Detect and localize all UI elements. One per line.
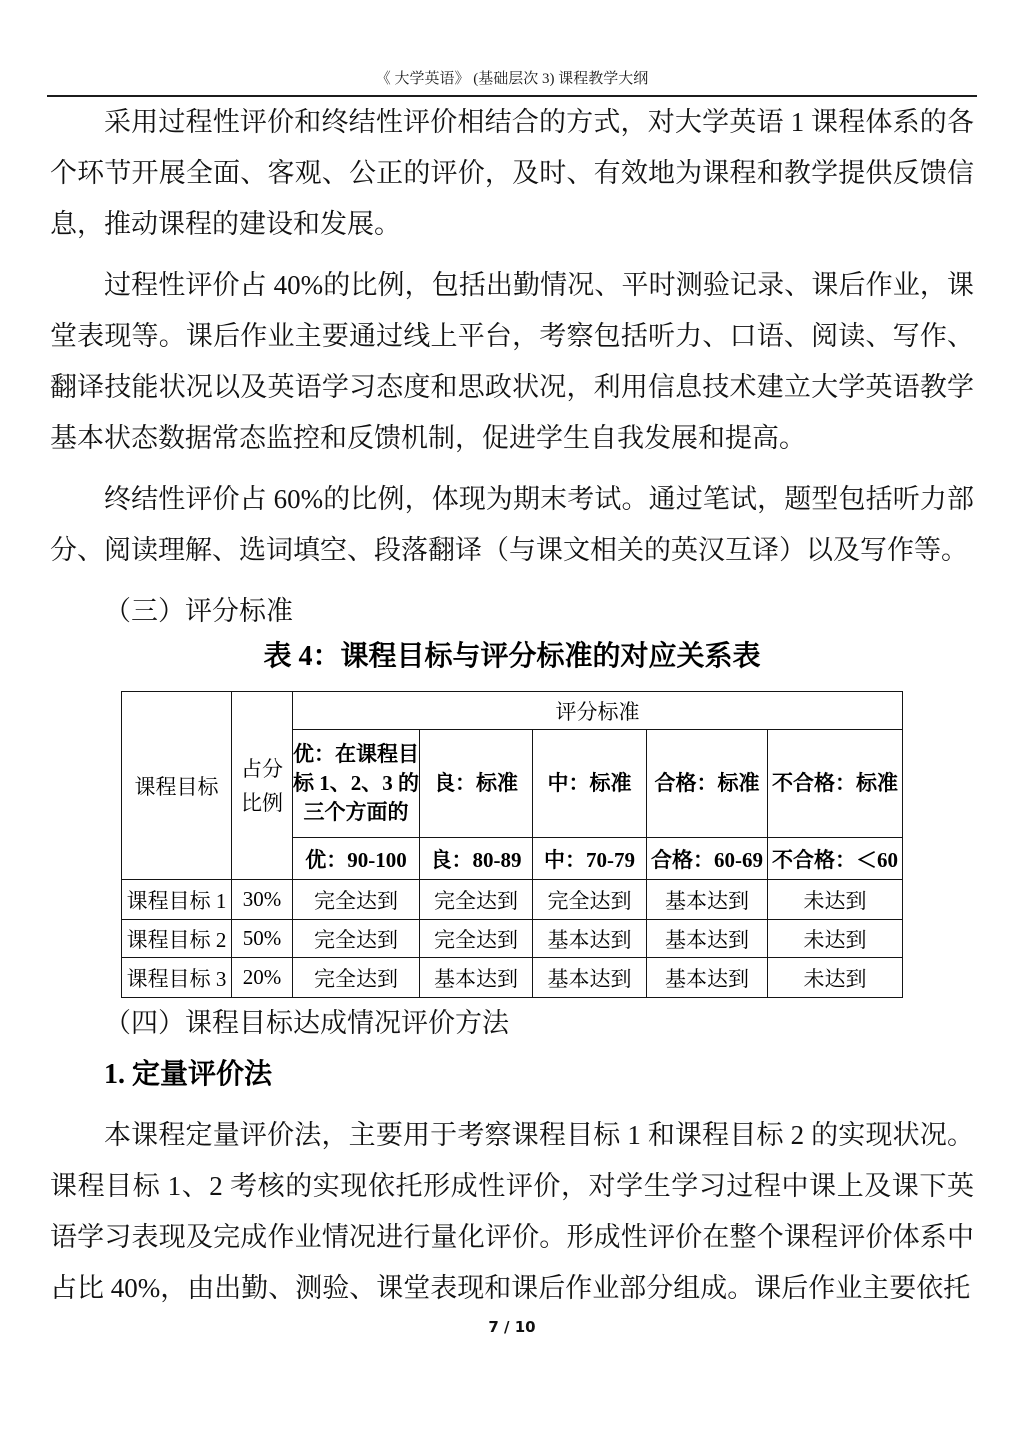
goal-1-fail: 未达到 [768,880,903,920]
section-heading-3: （三）评分标准 [104,596,293,626]
table-header-range-fail: 不合格：＜60 [768,838,903,880]
section-heading-4: （四）课程目标达成情况评价方法 [104,1008,509,1038]
table-header-level-fail: 不合格：标准 [768,730,903,838]
table-header-course-goal: 课程目标 [122,692,232,880]
table-row [122,880,903,920]
table-header-score-percentage: 占分比例 [232,692,293,880]
paragraph-3: 终结性评价占 60%的比例，体现为期末考试。通过笔试，题型包括听力部分、阅读理解、选词填空、段落翻译（与课文相关的英汉互译）以及写作等。 [50,484,974,565]
table-header-range-medium: 中：70-79 [533,838,647,880]
scoring-standards-table [121,691,903,998]
goal-3-percentage: 20% [232,958,293,998]
header-title: 《 大学英语》 (基础层次 3) 课程教学大纲 [375,71,649,87]
paragraph-4: 本课程定量评价法，主要用于考察课程目标 1 和课程目标 2 的实现状况。课程目标 1、2 考核的实现依托形成性评价，对学生学习过程中课上及课下英语学习表现及完成作业情况进行量化评价。形成性评价在整个课程评价体系中占比 40%，由出勤、测验、课堂表现和课后作业部分组成。课后作业主要依托 [50,1120,974,1303]
sub-heading-quantitative: 1. 定量评价法 [104,1059,273,1090]
table-row [122,920,903,958]
page-number: 7 / 10 [488,1318,536,1336]
table-row [122,958,903,998]
goal-3-fail: 未达到 [768,958,903,998]
table-header-scoring-standard: 评分标准 [293,692,903,730]
goal-1-good: 完全达到 [420,880,533,920]
goal-3-label: 课程目标 3 [122,958,232,998]
goal-1-medium: 完全达到 [533,880,647,920]
goal-3-medium: 基本达到 [533,958,647,998]
goal-2-percentage: 50% [232,920,293,958]
goal-2-label: 课程目标 2 [122,920,232,958]
table-header-level-medium: 中：标准 [533,730,647,838]
table-header-range-pass: 合格：60-69 [647,838,768,880]
table-header-range-good: 良：80-89 [420,838,533,880]
paragraph-2: 过程性评价占 40%的比例，包括出勤情况、平时测验记录、课后作业，课堂表现等。课后作业主要通过线上平台，考察包括听力、口语、阅读、写作、翻译技能状况以及英语学习态度和思政状况，利用信息技术建立大学英语教学基本状态数据常态监控和反馈机制，促进学生自我发展和提高。 [50,270,974,453]
paragraph-1: 采用过程性评价和终结性评价相结合的方式，对大学英语 1 课程体系的各个环节开展全面、客观、公正的评价，及时、有效地为课程和教学提供反馈信息，推动课程的建设和发展。 [50,107,974,239]
goal-1-percentage: 30% [232,880,293,920]
goal-3-pass: 基本达到 [647,958,768,998]
goal-3-excellent: 完全达到 [293,958,420,998]
goal-1-excellent: 完全达到 [293,880,420,920]
table-header-range-excellent: 优：90-100 [293,838,420,880]
document-body [50,97,974,1314]
table-header-level-pass: 合格：标准 [647,730,768,838]
table-header-level-excellent: 优：在课程目标 1、2、3 的三个方面的 [293,730,420,838]
table-header-level-good: 良：标准 [420,730,533,838]
goal-1-label: 课程目标 1 [122,880,232,920]
goal-2-good: 完全达到 [420,920,533,958]
goal-2-fail: 未达到 [768,920,903,958]
table-title: 表 4：课程目标与评分标准的对应关系表 [263,641,761,672]
goal-1-pass: 基本达到 [647,880,768,920]
goal-2-excellent: 完全达到 [293,920,420,958]
goal-3-good: 基本达到 [420,958,533,998]
goal-2-medium: 基本达到 [533,920,647,958]
goal-2-pass: 基本达到 [647,920,768,958]
